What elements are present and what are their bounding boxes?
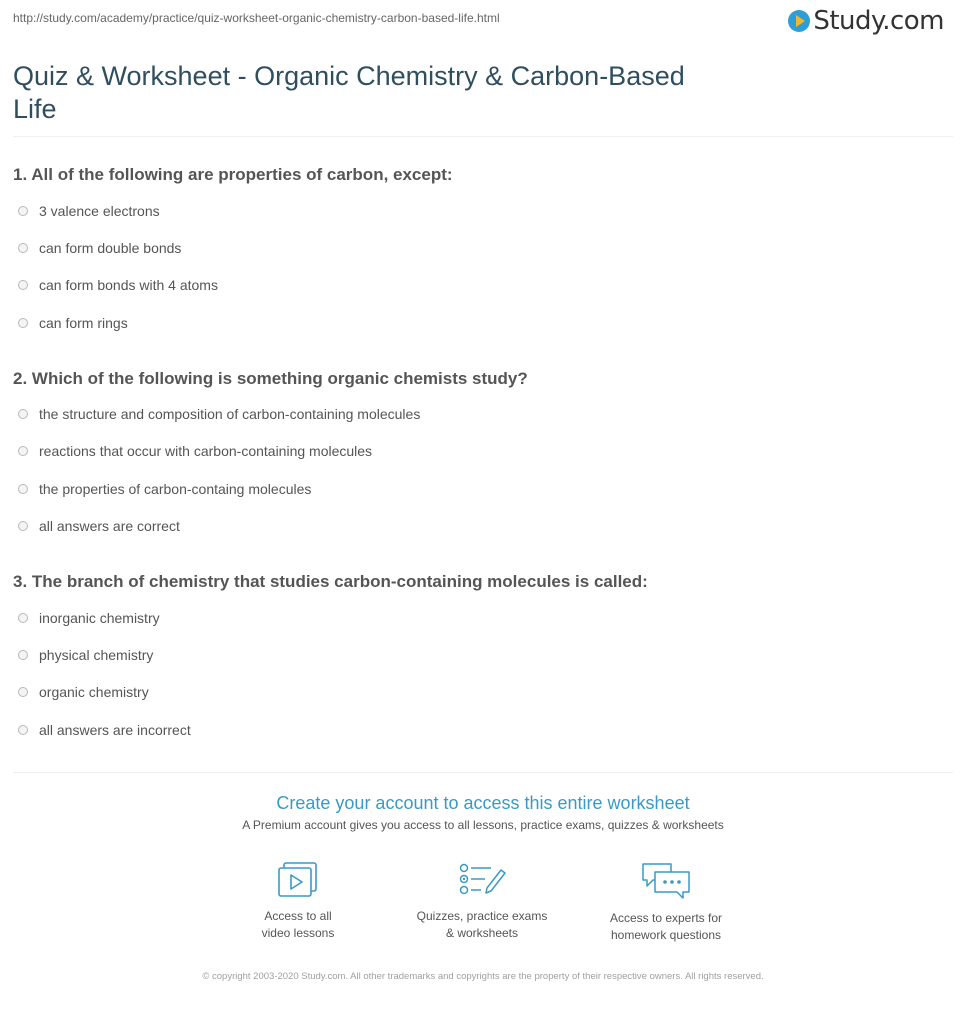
answer-option[interactable]	[18, 275, 218, 295]
feature-line: Quizzes, practice exams	[416, 909, 548, 923]
copyright-notice: © copyright 2003-2020 Study.com. All other trademarks and copyrights are the property of their respective owners. All rights reserved.	[202, 971, 764, 982]
question-2: 2. Which of the following is something organic chemists study?	[13, 369, 528, 388]
feature-line: video lessons	[261, 926, 335, 940]
answer-label: all answers are correct	[39, 518, 180, 534]
question-3: 3. The branch of chemistry that studies carbon-containing molecules is called:	[13, 572, 648, 591]
page-title: Quiz & Worksheet - Organic Chemistry & Carbon-Based Life	[13, 61, 685, 124]
answer-option[interactable]	[18, 516, 180, 536]
answer-option[interactable]	[18, 682, 149, 702]
logo-text: Study.com	[813, 6, 944, 36]
quiz-checklist-icon	[457, 860, 507, 900]
feature-line: homework questions	[610, 928, 722, 942]
answer-option[interactable]	[18, 608, 160, 628]
answer-label: inorganic chemistry	[39, 610, 160, 626]
answer-option[interactable]	[18, 313, 128, 333]
radio-button[interactable]	[18, 687, 28, 697]
answer-label: the structure and composition of carbon-containing molecules	[39, 406, 421, 422]
answer-label: all answers are incorrect	[39, 722, 191, 738]
radio-button[interactable]	[18, 484, 28, 494]
radio-button[interactable]	[18, 318, 28, 328]
section-divider	[13, 772, 953, 773]
radio-button[interactable]	[18, 521, 28, 531]
answer-label: organic chemistry	[39, 684, 149, 700]
video-lessons-icon	[275, 860, 321, 900]
title-divider	[13, 136, 953, 137]
play-circle-icon	[788, 10, 810, 32]
radio-button[interactable]	[18, 650, 28, 660]
answer-label: can form bonds with 4 atoms	[39, 277, 218, 293]
promo-subtitle: A Premium account gives you access to all lessons, practice exams, quizzes & worksheets	[242, 818, 724, 832]
answer-option[interactable]	[18, 645, 153, 665]
answer-label: 3 valence electrons	[39, 203, 160, 219]
answer-option[interactable]	[18, 404, 420, 424]
radio-button[interactable]	[18, 280, 28, 290]
chat-bubbles-icon	[639, 860, 693, 902]
answer-option[interactable]	[18, 720, 191, 740]
top-bar	[0, 0, 966, 40]
answer-option[interactable]	[18, 238, 181, 258]
study-logo[interactable]	[788, 6, 944, 36]
feature-quizzes	[392, 860, 572, 942]
promo-title[interactable]: Create your account to access this entire worksheet	[276, 793, 690, 813]
radio-button[interactable]	[18, 409, 28, 419]
answer-option[interactable]	[18, 201, 160, 221]
radio-button[interactable]	[18, 446, 28, 456]
page-url[interactable]: http://study.com/academy/practice/quiz-worksheet-organic-chemistry-carbon-based-life.html	[13, 11, 500, 25]
answer-label: can form double bonds	[39, 240, 182, 256]
answer-label: can form rings	[39, 315, 128, 331]
radio-button[interactable]	[18, 725, 28, 735]
feature-video-lessons	[208, 860, 388, 942]
feature-experts	[576, 860, 756, 944]
question-1: 1. All of the following are properties of carbon, except:	[13, 165, 453, 184]
answer-label: physical chemistry	[39, 647, 154, 663]
radio-button[interactable]	[18, 613, 28, 623]
feature-line: Access to experts for	[609, 911, 723, 925]
feature-line: Access to all	[264, 909, 332, 923]
answer-label: reactions that occur with carbon-containing molecules	[39, 443, 373, 459]
answer-option[interactable]	[18, 441, 372, 461]
radio-button[interactable]	[18, 243, 28, 253]
radio-button[interactable]	[18, 206, 28, 216]
feature-line: & worksheets	[445, 926, 519, 940]
answer-option[interactable]	[18, 479, 311, 499]
answer-label: the properties of carbon-containg molecules	[39, 481, 312, 497]
